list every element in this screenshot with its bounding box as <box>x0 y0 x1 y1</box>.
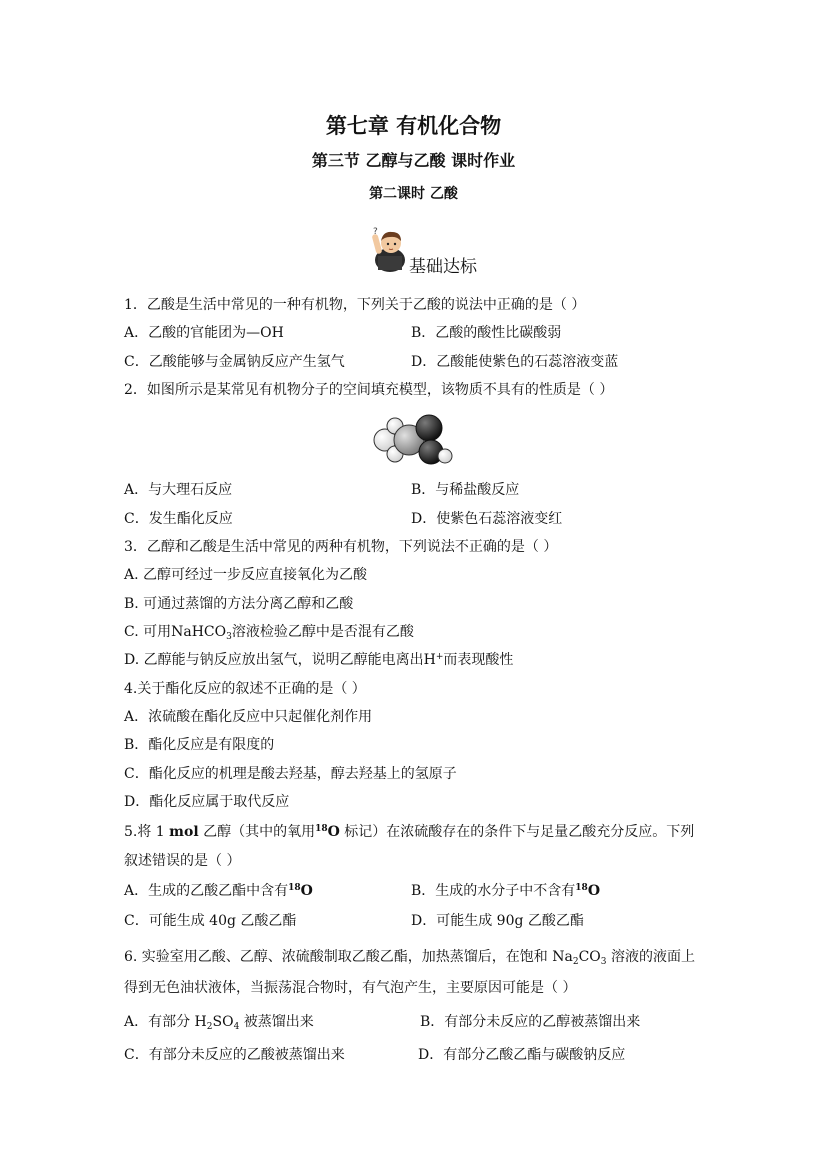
q5-isotope-mass: 18 <box>315 824 328 834</box>
q6-a-so: SO <box>212 1014 234 1030</box>
q5-b-isotope-element: O <box>587 883 601 899</box>
q6-a-sub1: 2 <box>206 1022 213 1032</box>
space-filling-model <box>371 412 455 468</box>
q4-stem: 4.关于酯化反应的叙述不正确的是（ ） <box>124 681 366 697</box>
q1-option-a: A．乙酸的官能团为—OH <box>124 325 284 341</box>
q5-a-isotope-mass: 18 <box>288 883 301 893</box>
section-heading: 基础达标 <box>409 257 477 277</box>
q1-stem: 1．乙酸是生活中常见的一种有机物，下列关于乙酸的说法中正确的是（ ） <box>124 297 586 313</box>
q3-d-text: D. 乙醇能与钠反应放出氢气，说明乙醇能电离出H <box>124 652 436 668</box>
q5-a-text: A．生成的乙酸乙酯中含有 <box>124 883 289 899</box>
q6-na-subscript: 2 <box>572 957 579 967</box>
q2-option-b: B．与稀盐酸反应 <box>411 482 520 498</box>
q3-option-d <box>124 650 513 670</box>
q6-stem-start: 6. 实验室用乙酸、乙醇、浓硫酸制取乙酸乙酯，加热蒸馏后，在饱和 Na <box>124 949 573 965</box>
q5-stem-line2: 叙述错误的是（ ） <box>124 853 241 869</box>
q5-option-d: D．可能生成 90g 乙酸乙酯 <box>411 913 584 929</box>
q2-option-d: D．使紫色石蕊溶液变红 <box>411 511 563 527</box>
q6-stem-line2: 得到无色油状液体，当振荡混合物时，有气泡产生，主要原因可能是（ ） <box>124 980 577 996</box>
chapter-title: 第七章 有机化合物 <box>325 113 502 138</box>
q3-c-text: C. 可用NaHCO <box>124 624 227 640</box>
q5-option-c: C．可能生成 40g 乙酸乙酯 <box>124 913 297 929</box>
q3-c-rest: 溶液检验乙醇中是否混有乙酸 <box>231 624 414 640</box>
section-title: 第三节 乙醇与乙酸 课时作业 <box>311 151 516 170</box>
q1-option-b: B．乙酸的酸性比碳酸弱 <box>411 325 562 341</box>
q4-option-b: B．酯化反应是有限度的 <box>124 737 275 753</box>
q6-option-a <box>124 1012 314 1032</box>
q6-a-text: A．有部分 H <box>124 1014 207 1030</box>
lesson-title: 第二课时 乙酸 <box>369 186 458 202</box>
q2-option-c: C．发生酯化反应 <box>124 511 233 527</box>
q6-a-sub2: 4 <box>233 1022 240 1032</box>
q5-b-isotope-mass: 18 <box>575 883 588 893</box>
q6-co: CO <box>578 949 601 965</box>
q4-option-c: C．酯化反应的机理是酸去羟基，醇去羟基上的氢原子 <box>124 766 457 782</box>
q5-option-a <box>124 881 313 901</box>
q5-a-isotope-element: O <box>300 883 313 899</box>
q4-option-d: D．酯化反应属于取代反应 <box>124 794 290 810</box>
q5-isotope-element: O <box>327 824 340 840</box>
q5-stem-end: 标记）在浓硫酸存在的条件下与足量乙酸充分反应。下列 <box>339 824 695 840</box>
q6-option-c: C．有部分未反应的乙酸被蒸馏出来 <box>124 1047 345 1063</box>
q5-stem <box>124 822 694 842</box>
q3-stem: 3．乙醇和乙酸是生活中常见的两种有机物，下列说法不正确的是（ ） <box>124 539 558 555</box>
q1-option-c: C．乙酸能够与金属钠反应产生氢气 <box>124 354 345 370</box>
q2-stem: 2．如图所示是某常见有机物分子的空间填充模型，该物质不具有的性质是（ ） <box>124 382 614 398</box>
q2-option-a: A．与大理石反应 <box>124 482 233 498</box>
q5-unit: mol <box>169 824 199 840</box>
q6-option-b: B．有部分未反应的乙醇被蒸馏出来 <box>420 1014 641 1030</box>
q6-a-rest: 被蒸馏出来 <box>239 1014 314 1030</box>
q5-stem-middle: 乙醇（其中的氧用 <box>198 824 316 840</box>
q1-option-d: D．乙酸能使紫色的石蕊溶液变蓝 <box>411 354 619 370</box>
q3-option-b: B. 可通过蒸馏的方法分离乙醇和乙酸 <box>124 596 354 612</box>
q3-option-c <box>124 622 414 642</box>
q4-option-a: A．浓硫酸在酯化反应中只起催化剂作用 <box>124 709 373 725</box>
q6-option-d: D．有部分乙酸乙酯与碳酸钠反应 <box>418 1047 626 1063</box>
q5-option-b <box>411 881 600 901</box>
q3-option-a: A. 乙醇可经过一步反应直接氧化为乙酸 <box>124 567 368 583</box>
q6-co-subscript: 3 <box>600 957 607 967</box>
svg-text:?: ? <box>373 227 378 237</box>
q5-stem-start: 5.将 1 <box>124 824 170 840</box>
q5-b-text: B．生成的水分子中不含有 <box>411 883 576 899</box>
thinking-student-icon <box>370 226 410 272</box>
q3-c-subscript: 3 <box>226 632 232 642</box>
q3-d-rest: 而表现酸性 <box>443 652 514 668</box>
q6-stem <box>124 947 695 967</box>
q3-d-superscript: + <box>435 652 444 662</box>
q6-stem-end: 溶液的液面上 <box>606 949 695 965</box>
